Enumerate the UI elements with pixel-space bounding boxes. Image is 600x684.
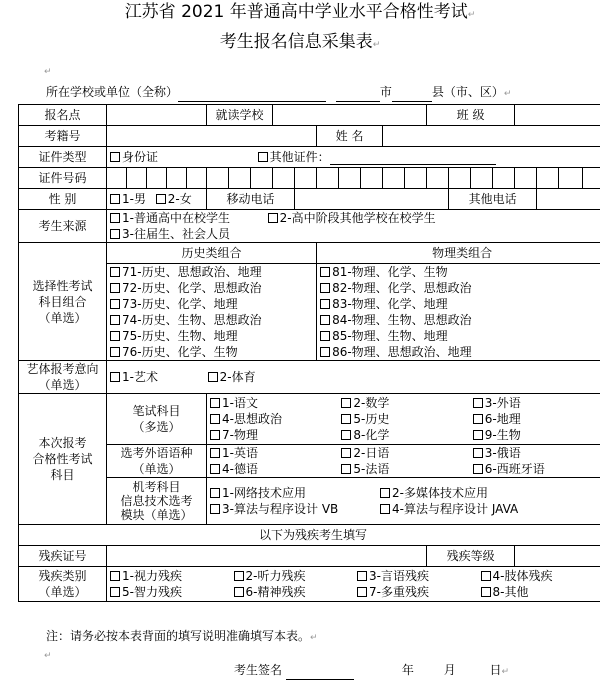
- city-field[interactable]: [336, 88, 380, 102]
- id-digit-box[interactable]: [471, 168, 493, 189]
- school-label: 就读学校: [207, 105, 273, 126]
- id-card-checkbox[interactable]: [110, 152, 120, 162]
- it-module-option[interactable]: 4-算法与程序设计 JAVA: [380, 501, 600, 517]
- disabled-type-option[interactable]: 8-其他: [481, 584, 600, 600]
- history-combo-option[interactable]: 74-历史、生物、思想政治: [110, 312, 313, 328]
- male-checkbox[interactable]: [110, 194, 120, 204]
- disabled-type-option[interactable]: 5-智力残疾: [110, 584, 234, 600]
- foreign-option[interactable]: 1-英语: [210, 445, 341, 461]
- id-digit-box[interactable]: [583, 168, 600, 189]
- signature-line: 考生签名 年 月 日↵: [234, 662, 509, 680]
- art-option: 1-艺术: [122, 369, 158, 384]
- disabled-section-header: 以下为残疾考生填写: [19, 525, 600, 546]
- disabled-type-option[interactable]: 6-精神残疾: [234, 584, 358, 600]
- foreign-language-options: [207, 445, 600, 478]
- other-phone-field[interactable]: [537, 189, 600, 210]
- reg-point-field[interactable]: [107, 105, 207, 126]
- written-option[interactable]: 9-生物: [473, 427, 600, 443]
- written-option[interactable]: 1-语文: [210, 395, 341, 411]
- disabled-type-option[interactable]: 4-肢体残疾: [481, 568, 600, 584]
- id-digit-box[interactable]: [339, 168, 361, 189]
- school-line: 所在学校或单位（全称） 市 县（市、区）↵: [46, 84, 511, 102]
- form-note: 注：请务必按本表背面的填写说明准确填写本表。↵: [46, 629, 318, 643]
- row-disabled-header: [19, 525, 600, 546]
- source-other-school-option: 2-高中阶段其他学校在校学生: [279, 211, 436, 225]
- history-combo-option[interactable]: 76-历史、化学、生物: [110, 344, 313, 360]
- id-digit-box[interactable]: [167, 168, 187, 189]
- written-option[interactable]: 7-物理: [210, 427, 341, 443]
- row-source: [19, 210, 600, 243]
- physics-combo-option[interactable]: 86-物理、思想政治、地理: [320, 344, 600, 360]
- id-type-label: 证件类型: [19, 147, 107, 168]
- paragraph-mark: ↵: [44, 67, 52, 77]
- other-id-option: 其他证件：: [269, 149, 330, 164]
- source-current-checkbox[interactable]: [110, 213, 120, 223]
- history-combo-header: 历史类组合: [107, 243, 317, 264]
- art-checkbox[interactable]: [110, 372, 120, 382]
- written-option[interactable]: 2-数学: [341, 395, 472, 411]
- foreign-language-label: 选考外语语种 （单选）: [107, 445, 207, 478]
- exam-subjects-label: 本次报考 合格性考试 科目: [19, 394, 107, 525]
- row-disabled-type: [19, 567, 600, 602]
- school-name-field[interactable]: [178, 88, 326, 102]
- id-digit-box[interactable]: [207, 168, 229, 189]
- disabled-cert-field[interactable]: [107, 546, 427, 567]
- county-field[interactable]: [392, 88, 432, 102]
- id-digit-box[interactable]: [295, 168, 317, 189]
- id-digit-box[interactable]: [449, 168, 471, 189]
- other-id-checkbox[interactable]: [258, 152, 268, 162]
- sports-option: 2-体育: [219, 369, 256, 384]
- county-label: 县（市、区）: [431, 85, 504, 99]
- signature-field[interactable]: [286, 666, 354, 680]
- physics-combo-option[interactable]: 84-物理、生物、思想政治: [320, 312, 600, 328]
- id-digit-box[interactable]: [317, 168, 339, 189]
- id-digit-box[interactable]: [229, 168, 251, 189]
- it-module-option[interactable]: 1-网络技术应用: [210, 485, 380, 501]
- physics-combo-option[interactable]: 83-物理、化学、地理: [320, 296, 600, 312]
- id-digit-box[interactable]: [251, 168, 273, 189]
- school-label: 所在学校或单位（全称）: [46, 85, 179, 99]
- row-gender: [19, 189, 600, 210]
- written-option[interactable]: 5-历史: [341, 411, 472, 427]
- subject-combo-label: 选择性考试 科目组合 （单选）: [19, 243, 107, 361]
- id-digit-box[interactable]: [187, 168, 207, 189]
- foreign-option[interactable]: 4-德语: [210, 461, 341, 477]
- mobile-label: 移动电话: [207, 189, 295, 210]
- it-module-option[interactable]: 2-多媒体技术应用: [380, 485, 600, 501]
- id-digit-box[interactable]: [383, 168, 405, 189]
- sports-checkbox[interactable]: [208, 372, 218, 382]
- exam-no-label: 考籍号: [19, 126, 107, 147]
- id-no-label: 证件号码: [19, 168, 107, 189]
- row-written-subjects: [19, 394, 600, 445]
- reg-point-label: 报名点: [19, 105, 107, 126]
- foreign-option[interactable]: 2-日语: [341, 445, 472, 461]
- id-digit-box[interactable]: [515, 168, 537, 189]
- paragraph-mark: ↵: [44, 651, 52, 661]
- history-combo-option[interactable]: 73-历史、化学、地理: [110, 296, 313, 312]
- disabled-type-option[interactable]: 2-听力残疾: [234, 568, 358, 584]
- disabled-type-option[interactable]: 7-多重残疾: [357, 584, 481, 600]
- id-digit-box[interactable]: [273, 168, 295, 189]
- disabled-type-label: 残疾类别 （单选）: [19, 567, 107, 602]
- id-digit-box[interactable]: [493, 168, 515, 189]
- form-title: 江苏省 2021 年普通高中学业水平合格性考试↵: [124, 2, 476, 22]
- row-it-module: [19, 478, 600, 525]
- form-subtitle: 考生报名信息采集表↵: [219, 32, 381, 52]
- row-art-sports: [19, 361, 600, 394]
- row-id-number: [19, 168, 600, 189]
- id-digit-box[interactable]: [537, 168, 559, 189]
- id-card-option: 身份证: [122, 149, 159, 164]
- physics-combo-option[interactable]: 82-物理、化学、思想政治: [320, 280, 600, 296]
- source-other-school-checkbox[interactable]: [268, 213, 278, 223]
- row-registration-point: [19, 105, 600, 126]
- female-option: 2-女: [167, 191, 192, 206]
- row-subject-options: [19, 264, 600, 361]
- physics-combo-header: 物理类组合: [317, 243, 600, 264]
- history-combo-option[interactable]: 72-历史、化学、思想政治: [110, 280, 313, 296]
- physics-combo-option[interactable]: 85-物理、生物、地理: [320, 328, 600, 344]
- row-id-type: [19, 147, 600, 168]
- id-digit-box[interactable]: [427, 168, 449, 189]
- written-option[interactable]: 3-外语: [473, 395, 600, 411]
- written-subjects-options: [207, 394, 600, 445]
- city-label: 市: [379, 85, 392, 99]
- source-current-option: 1-普通高中在校学生: [122, 211, 230, 225]
- foreign-option[interactable]: 5-法语: [341, 461, 472, 477]
- sign-year: 年: [401, 663, 414, 677]
- disabled-cert-label: 残疾证号: [19, 546, 107, 567]
- class-field[interactable]: [515, 105, 600, 126]
- exam-no-field[interactable]: [107, 126, 317, 147]
- source-past-option: 3-往届生、社会人员: [122, 227, 230, 241]
- row-foreign-language: [19, 445, 600, 478]
- physics-combo-option[interactable]: 81-物理、化学、生物: [320, 264, 600, 280]
- it-module-label: 机考科目 信息技术选考 模块（单选）: [107, 478, 207, 525]
- art-sports-label: 艺体报考意向 （单选）: [19, 361, 107, 394]
- source-label: 考生来源: [19, 210, 107, 243]
- class-label: 班 级: [427, 105, 515, 126]
- history-combo-option[interactable]: 71-历史、思想政治、地理: [110, 264, 313, 280]
- disabled-type-option[interactable]: 1-视力残疾: [110, 568, 234, 584]
- row-subject-headers: [19, 243, 600, 264]
- row-disabled-cert: [19, 546, 600, 567]
- source-past-checkbox[interactable]: [110, 229, 120, 239]
- disabled-type-options: [107, 567, 600, 602]
- written-subjects-label: 笔试科目 （多选）: [107, 394, 207, 445]
- id-digit-box[interactable]: [559, 168, 583, 189]
- id-digit-box[interactable]: [127, 168, 147, 189]
- physics-combo-list: [317, 264, 600, 361]
- disabled-type-option[interactable]: 3-言语残疾: [357, 568, 481, 584]
- registration-form-table: [18, 104, 600, 602]
- row-exam-number: [19, 126, 600, 147]
- history-combo-option[interactable]: 75-历史、生物、地理: [110, 328, 313, 344]
- foreign-option[interactable]: 6-西班牙语: [473, 461, 600, 477]
- id-digit-box[interactable]: [147, 168, 167, 189]
- it-module-options: [207, 478, 600, 525]
- id-digit-box[interactable]: [107, 168, 127, 189]
- foreign-option[interactable]: 3-俄语: [473, 445, 600, 461]
- sign-month: 月: [443, 663, 456, 677]
- name-field[interactable]: [383, 126, 600, 147]
- id-digit-box[interactable]: [405, 168, 427, 189]
- other-phone-label: 其他电话: [449, 189, 537, 210]
- written-option[interactable]: 6-地理: [473, 411, 600, 427]
- name-label: 姓 名: [317, 126, 383, 147]
- disabled-level-label: 残疾等级: [427, 546, 515, 567]
- female-checkbox[interactable]: [156, 194, 166, 204]
- sign-day: 日: [489, 663, 502, 677]
- disabled-level-field[interactable]: [515, 546, 600, 567]
- other-id-field[interactable]: [330, 151, 496, 165]
- written-option[interactable]: 4-思想政治: [210, 411, 341, 427]
- written-option[interactable]: 8-化学: [341, 427, 472, 443]
- mobile-field[interactable]: [295, 189, 449, 210]
- history-combo-list: [107, 264, 317, 361]
- school-field[interactable]: [273, 105, 427, 126]
- id-digit-box[interactable]: [361, 168, 383, 189]
- signature-label: 考生签名: [234, 663, 283, 677]
- gender-label: 性 别: [19, 189, 107, 210]
- it-module-option[interactable]: 3-算法与程序设计 VB: [210, 501, 380, 517]
- male-option: 1-男: [122, 191, 146, 206]
